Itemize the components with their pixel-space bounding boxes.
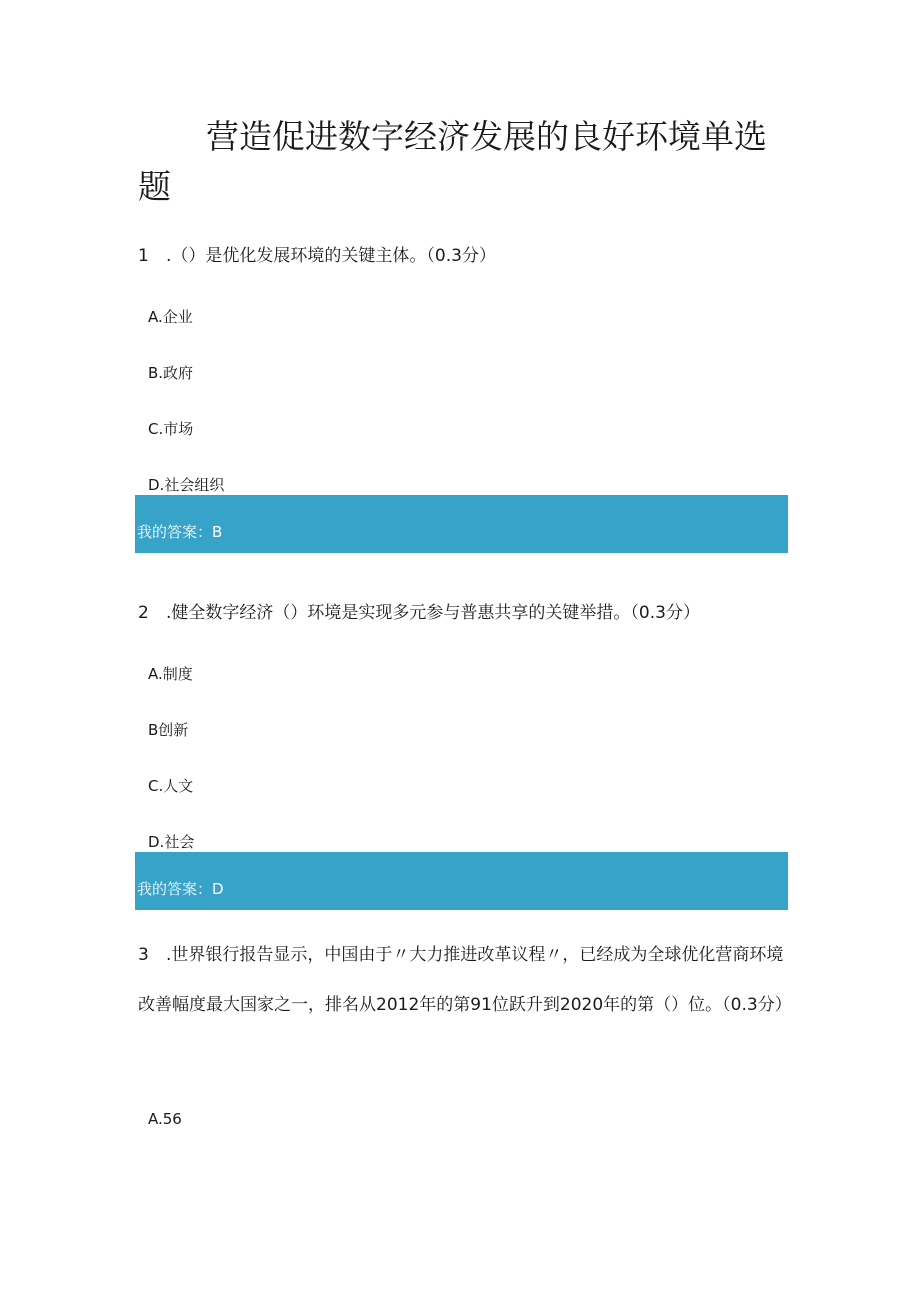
question-2 — [138, 598, 700, 623]
option-b[interactable]: B.政府 — [148, 364, 194, 382]
question-text: .（）是优化发展环境的关键主体。（0.3分） — [166, 246, 496, 266]
option-d[interactable]: D.社会 — [148, 833, 195, 851]
question-number: 1 — [138, 246, 149, 266]
answer-text: 我的答案：B — [137, 523, 223, 541]
page-title: 营造促进数字经济发展的良好环境单选题 — [138, 117, 767, 206]
answer-text: 我的答案：D — [137, 880, 224, 898]
question-text: .世界银行报告显示，中国由于〃大力推进改革议程〃，已经成为全球优化营商环境改善幅度最大国家之一，排名从2012年的第91位跃升到2020年的第（）位。（0.3分） — [138, 945, 792, 1015]
question-3 — [138, 930, 792, 1030]
option-a[interactable]: A.企业 — [148, 308, 193, 326]
option-a[interactable]: A.制度 — [148, 665, 193, 683]
option-a[interactable]: A.56 — [148, 1110, 182, 1128]
answer-bar — [135, 852, 788, 910]
question-number: 2 — [138, 603, 149, 623]
answer-bar — [135, 495, 788, 553]
option-c[interactable]: C.人文 — [148, 777, 194, 795]
option-c[interactable]: C.市场 — [148, 420, 194, 438]
question-text: .健全数字经济（）环境是实现多元参与普惠共享的关键举措。（0.3分） — [166, 603, 700, 623]
option-b[interactable]: B创新 — [148, 721, 189, 739]
question-number: 3 — [138, 945, 149, 965]
option-d[interactable]: D.社会组织 — [148, 476, 225, 494]
question-1 — [138, 241, 496, 266]
